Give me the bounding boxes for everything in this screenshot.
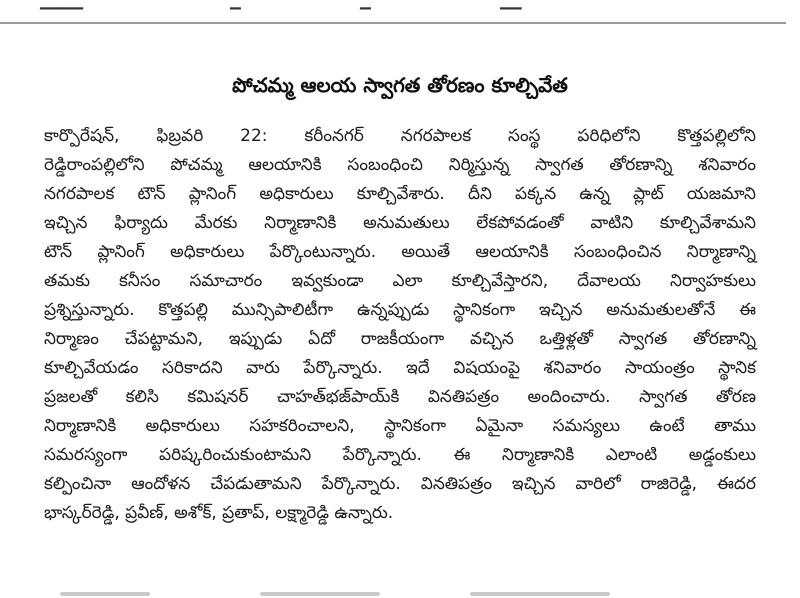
cropped-text-fragment: ▁▁▁▁ — [40, 0, 84, 10]
cropped-text-fragment: ▁▁ — [500, 0, 522, 10]
article-line: ప్రజలతో కలిసి కమిషనర్ చాహత్‌భజ్‌పాయ్‌కి వినతిపత్రం అందించారు. స్వాగత తోరణ — [44, 387, 756, 407]
cropped-text-fragment — [470, 592, 610, 596]
article-line: సమరస్యంగా పరిష్కరించుకుంటామని పేర్కొన్నారు. ఈ నిర్మాణానికి ఎలాంటి అడ్డంకులు — [44, 445, 756, 465]
article-line: కార్పొరేషన్, ఫిబ్రవరి 22: కరీంనగర్ నగరపాలక సంస్థ పరిధిలోని కొత్తపల్లిలోని — [44, 126, 756, 146]
article-line: తమకు కనీసం సమాచారం ఇవ్వకుండా ఎలా కూల్చివేస్తారని, దేవాలయ నిర్వాహకులు — [44, 271, 756, 291]
article-body — [44, 122, 756, 528]
cropped-text-fragment: ▁ — [230, 0, 241, 10]
section-divider — [0, 22, 786, 24]
article-line: రెడ్డిరాంపల్లిలోని పోచమ్మ ఆలయానికి సంబంధించి నిర్మిస్తున్న స్వాగత తోరణాన్ని శనివారం — [44, 155, 756, 175]
cropped-text-fragment — [260, 592, 380, 596]
cropped-previous-article-text — [0, 0, 800, 14]
article-line: ప్రశ్నిస్తున్నారు. కొత్తపల్లి మున్సిపాలిటీగా ఉన్నప్పుడు స్థానికంగా ఇచ్చిన అనుమతులతోనే ఈ — [44, 300, 756, 320]
article-line: ఇచ్చిన ఫిర్యాదు మేరకు నిర్మాణానికి అనుమతులు లేకపోవడంతో వాటిని కూల్చివేశామని — [44, 213, 756, 233]
cropped-next-article-text — [0, 590, 800, 598]
article-line: భాస్కర్‌రెడ్డి, ప్రవీణ్, అశోక్, ప్రతాప్, లక్ష్మారెడ్డి ఉన్నారు. — [44, 503, 394, 523]
article-line: టౌన్ ప్లానింగ్ అధికారులు పేర్కొంటున్నారు. అయితే ఆలయానికి సంబంధించిన నిర్మాణాన్ని — [44, 242, 756, 262]
cropped-text-fragment — [60, 592, 150, 596]
article-line: కూల్చివేయడం సరికాదని వారు పేర్కొన్నారు. ఇదే విషయంపై శనివారం సాయంత్రం స్థానిక — [44, 358, 756, 378]
cropped-text-fragment: ▁ — [360, 0, 371, 10]
article-line: నిర్మాణం చేపట్టామని, ఇప్పుడు ఏదో రాజకీయంగా వచ్చిన ఒత్తిళ్లతో స్వాగత తోరణాన్ని — [44, 329, 756, 349]
article-line: నగరపాలక టౌన్ ప్లానింగ్ అధికారులు కూల్చివేశారు. దీని పక్కన ఉన్న ప్లాట్ యజమాని — [44, 184, 756, 204]
article-line: కల్పించినా ఆందోళన చేపడుతామని పేర్కొన్నారు. వినతిపత్రం ఇచ్చిన వారిలో రాజిరెడ్డి, ఈదర — [44, 474, 756, 494]
article-line: నిర్మాణానికి అధికారులు సహకరించాలని, స్థానికంగా ఏమైనా సమస్యలు ఉంటే తాము — [44, 416, 756, 436]
article-headline: పోచమ్మ ఆలయ స్వాగత తోరణం కూల్చివేత — [232, 73, 568, 98]
